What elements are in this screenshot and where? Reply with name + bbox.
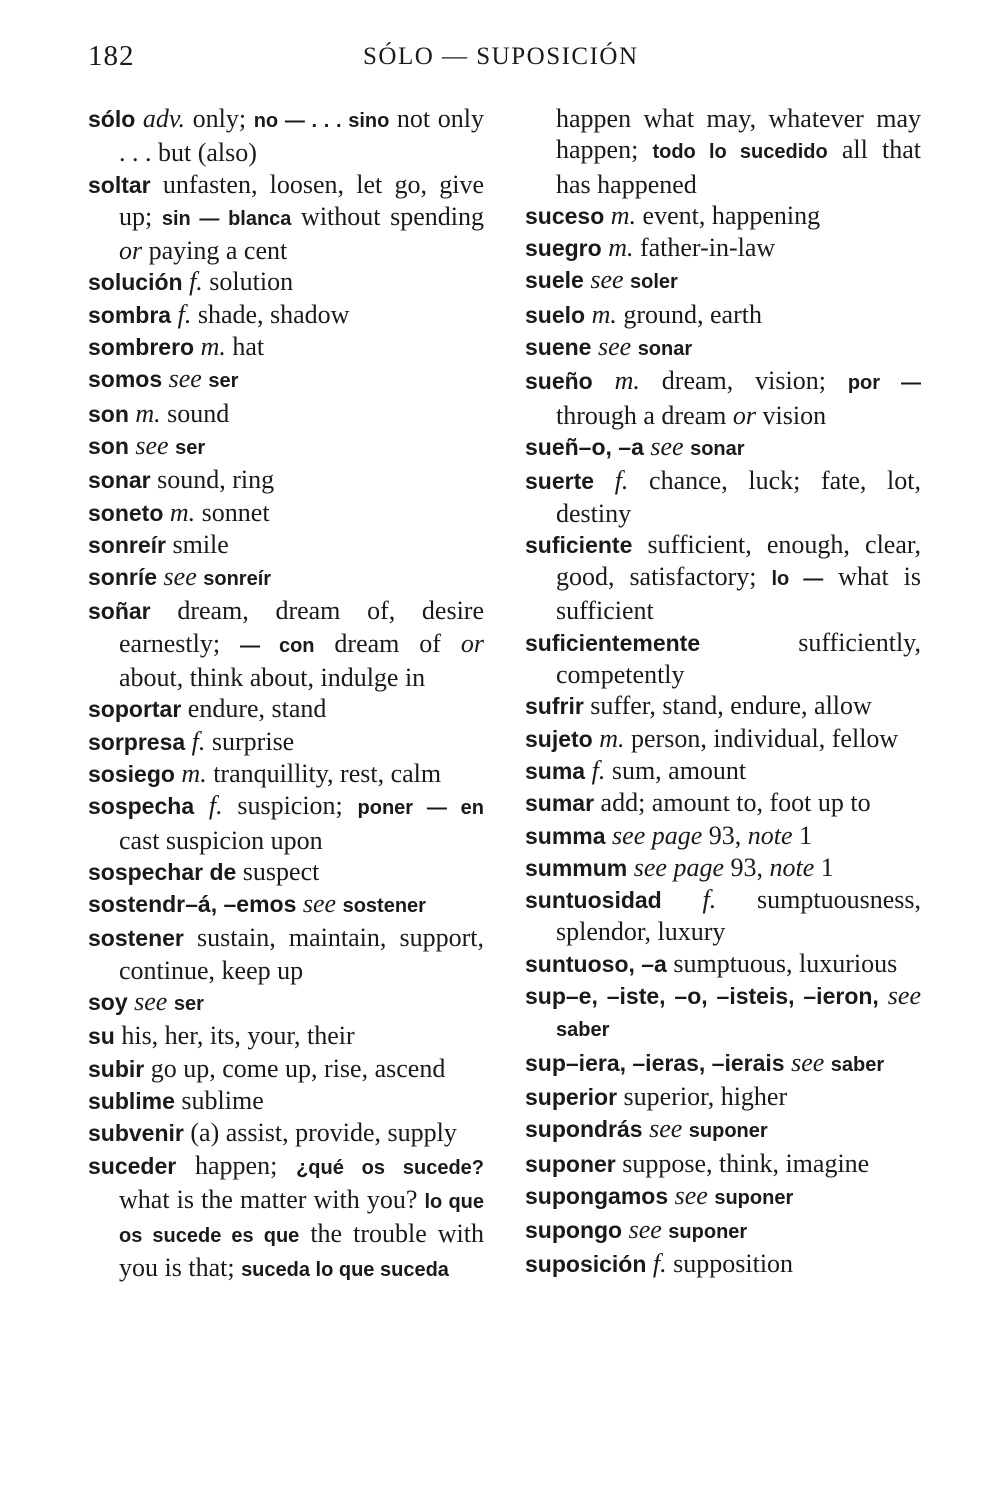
dictionary-entry bbox=[88, 1020, 484, 1052]
definition-text: solution bbox=[202, 267, 294, 297]
headword: sosiego bbox=[88, 760, 175, 787]
dictionary-entry bbox=[525, 852, 921, 884]
italic-note: or bbox=[119, 236, 143, 266]
headword: sup–e, –iste, –o, –isteis, –ieron, bbox=[525, 983, 879, 1010]
italic-note: m. bbox=[200, 332, 226, 362]
spanish-phrase: todo lo sucedido bbox=[652, 141, 828, 164]
headword: suerte bbox=[525, 468, 595, 495]
spanish-phrase: suponer bbox=[714, 1186, 794, 1209]
headword: suntuoso, –a bbox=[525, 950, 667, 977]
italic-note: f. bbox=[208, 791, 223, 821]
definition-text: 93, bbox=[702, 820, 748, 850]
definition-text: the trouble with you is that; bbox=[119, 1219, 484, 1283]
dictionary-entry bbox=[525, 787, 921, 819]
italic-note: see bbox=[163, 562, 197, 592]
spanish-phrase: — con bbox=[239, 634, 315, 657]
headword: sombrero bbox=[88, 334, 195, 361]
dictionary-entry bbox=[525, 200, 921, 232]
spanish-phrase: ¿qué os sucede? bbox=[296, 1156, 484, 1179]
definition-text: superior, higher bbox=[617, 1081, 788, 1111]
dictionary-entry bbox=[525, 884, 921, 948]
definition-text: endure, stand bbox=[181, 694, 327, 724]
dictionary-entry bbox=[88, 299, 484, 331]
spanish-phrase: suponer bbox=[668, 1221, 748, 1244]
definition-text: dream, dream of, desire earnestly; bbox=[119, 596, 484, 658]
dictionary-entry bbox=[88, 1053, 484, 1085]
dictionary-entry bbox=[525, 1214, 921, 1248]
spanish-phrase: ser bbox=[175, 436, 206, 459]
italic-note: see bbox=[135, 430, 169, 460]
definition-text: suffer, stand, endure, allow bbox=[583, 691, 872, 721]
definition-text: 93, bbox=[724, 852, 770, 882]
italic-note: f. bbox=[652, 1249, 667, 1279]
italic-note: m. bbox=[591, 299, 617, 329]
italic-note: see bbox=[134, 987, 168, 1017]
definition-text: not only . . . but (also) bbox=[119, 104, 484, 168]
dictionary-entry bbox=[88, 266, 484, 298]
spanish-phrase: poner — en bbox=[357, 797, 485, 820]
definition-text: ground, earth bbox=[616, 299, 762, 329]
dictionary-entry bbox=[88, 922, 484, 986]
definition-text: dream, vision; bbox=[639, 366, 848, 396]
definition-text: 1 bbox=[792, 820, 813, 850]
dictionary-entry bbox=[88, 693, 484, 725]
left-column bbox=[88, 103, 484, 1287]
headword: supongo bbox=[525, 1217, 623, 1244]
definition-text: surprise bbox=[205, 726, 295, 756]
definition-text: without spending bbox=[291, 201, 484, 231]
headword: suene bbox=[525, 334, 592, 361]
dictionary-entry bbox=[525, 690, 921, 722]
spanish-phrase: saber bbox=[830, 1053, 885, 1076]
dictionary-entry bbox=[88, 1085, 484, 1117]
headword: suelo bbox=[525, 301, 586, 328]
dictionary-entry bbox=[525, 232, 921, 264]
headword: sup–iera, –ieras, –ierais bbox=[525, 1049, 785, 1076]
definition-text: what is sufficient bbox=[556, 562, 921, 626]
dictionary-entry bbox=[525, 103, 921, 200]
definition-text: suspect bbox=[236, 856, 320, 886]
spanish-phrase: lo que os sucede es que bbox=[119, 1190, 484, 1248]
definition-text: about, think about, indulge in bbox=[119, 663, 426, 693]
page-number: 182 bbox=[88, 40, 135, 72]
italic-note: f. bbox=[189, 267, 203, 297]
dictionary-entry bbox=[88, 726, 484, 758]
headword: suposición bbox=[525, 1251, 647, 1278]
definition-text: tranquillity, rest, calm bbox=[206, 758, 442, 788]
headword: soñar bbox=[88, 598, 151, 625]
definition-text: his, her, its, your, their bbox=[114, 1021, 355, 1051]
italic-note: see bbox=[628, 1215, 662, 1245]
definition-text bbox=[594, 466, 615, 495]
definition-text: sustain, maintain, support, continue, keep up bbox=[119, 923, 484, 985]
definition-text bbox=[879, 981, 888, 1010]
spanish-phrase: ser bbox=[173, 993, 204, 1016]
headword: sujeto bbox=[525, 725, 593, 752]
definition-text: through a dream bbox=[556, 400, 733, 430]
italic-note: see bbox=[168, 364, 202, 394]
definition-text: only; bbox=[185, 104, 254, 133]
italic-note: see bbox=[649, 1114, 683, 1144]
headword: suntuosidad bbox=[525, 887, 662, 914]
dictionary-entry bbox=[88, 331, 484, 363]
headword: suegro bbox=[525, 235, 602, 262]
italic-note: f. bbox=[177, 299, 192, 329]
headword: sospechar de bbox=[88, 858, 237, 885]
definition-text: suspicion; bbox=[222, 791, 358, 821]
headword: supongamos bbox=[525, 1182, 669, 1209]
headword: sostendr–á, –emos bbox=[88, 891, 297, 918]
italic-note: note bbox=[769, 852, 815, 882]
dictionary-entry bbox=[525, 365, 921, 431]
headword: suma bbox=[525, 757, 586, 784]
headword: summa bbox=[525, 822, 606, 849]
definition-text: event, happening bbox=[636, 200, 821, 230]
headword: sumar bbox=[525, 790, 595, 817]
definition-text: sound, ring bbox=[150, 465, 275, 495]
dictionary-entry bbox=[88, 561, 484, 595]
headword: somos bbox=[88, 366, 163, 393]
italic-note: m. bbox=[610, 200, 637, 230]
dictionary-entry bbox=[525, 723, 921, 755]
definition-text: happen what may, whatever may happen; bbox=[556, 104, 921, 165]
dictionary-entry bbox=[525, 529, 921, 627]
headword: supondrás bbox=[525, 1116, 643, 1143]
italic-note: m. bbox=[135, 398, 161, 428]
spanish-phrase: soler bbox=[630, 271, 678, 294]
definition-text: person, individual, fellow bbox=[624, 723, 899, 753]
headword: son bbox=[88, 432, 129, 459]
headword: sueñ–o, –a bbox=[525, 433, 644, 460]
headword: subvenir bbox=[88, 1120, 184, 1147]
definition-text: sumptuousness, splendor, luxury bbox=[556, 885, 921, 947]
italic-note: see bbox=[597, 332, 632, 362]
dictionary-entry bbox=[525, 431, 921, 465]
headword: suele bbox=[525, 267, 584, 294]
headword: sólo bbox=[88, 106, 136, 132]
spanish-phrase: suceda lo que suceda bbox=[241, 1259, 449, 1282]
headword: soportar bbox=[88, 696, 182, 723]
dictionary-entry bbox=[525, 948, 921, 980]
definition-text: sonnet bbox=[195, 497, 270, 527]
dictionary-entry bbox=[88, 595, 484, 693]
dictionary-entry bbox=[88, 430, 484, 464]
italic-note: f. bbox=[614, 466, 629, 496]
dictionary-entry bbox=[88, 758, 484, 790]
spanish-phrase: no — . . . sino bbox=[253, 110, 390, 132]
dictionary-entry bbox=[525, 980, 921, 1047]
spanish-phrase: sonar bbox=[637, 338, 693, 361]
dictionary-entry bbox=[525, 299, 921, 331]
headword: suficiente bbox=[525, 531, 633, 558]
italic-note: m. bbox=[181, 758, 207, 788]
dictionary-entry bbox=[525, 1047, 921, 1081]
spanish-phrase: lo — bbox=[771, 568, 824, 591]
italic-note: f. bbox=[191, 726, 206, 756]
definition-text: (a) assist, provide, supply bbox=[183, 1118, 457, 1148]
italic-note: or bbox=[460, 628, 484, 658]
dictionary-entry bbox=[88, 1117, 484, 1149]
italic-note: f. bbox=[591, 755, 606, 785]
dictionary-entry bbox=[525, 627, 921, 691]
italic-note: see bbox=[791, 1047, 825, 1077]
dictionary-entry bbox=[525, 1081, 921, 1113]
italic-note: see page bbox=[633, 852, 724, 882]
definition-text: shade, shadow bbox=[191, 299, 350, 329]
definition-text: happen; bbox=[176, 1150, 297, 1180]
definition-text bbox=[662, 885, 703, 914]
definition-text: paying a cent bbox=[142, 236, 288, 266]
dictionary-entry bbox=[88, 1150, 484, 1287]
headword: sonreír bbox=[88, 531, 166, 558]
dictionary-entry bbox=[525, 1113, 921, 1147]
definition-text: sublime bbox=[174, 1085, 264, 1115]
definition-text: all that has happened bbox=[556, 135, 921, 199]
italic-note: see bbox=[674, 1180, 708, 1210]
dictionary-entry bbox=[88, 363, 484, 397]
definition-text: 1 bbox=[814, 852, 834, 882]
spanish-phrase: sostener bbox=[342, 895, 426, 918]
headword: superior bbox=[525, 1083, 618, 1110]
dictionary-entry bbox=[88, 888, 484, 922]
spanish-phrase: suponer bbox=[688, 1120, 768, 1143]
definition-text: suppose, think, imagine bbox=[615, 1148, 870, 1178]
right-column bbox=[525, 103, 921, 1281]
headword: solución bbox=[88, 269, 183, 296]
dictionary-entry bbox=[88, 169, 484, 267]
dictionary-entry bbox=[88, 529, 484, 561]
headword: sublime bbox=[88, 1087, 175, 1114]
headword: subir bbox=[88, 1055, 145, 1082]
spanish-phrase: por — bbox=[847, 372, 921, 395]
headword: soneto bbox=[88, 499, 164, 526]
spanish-phrase: saber bbox=[556, 1019, 610, 1042]
headword: su bbox=[88, 1023, 115, 1050]
dictionary-entry bbox=[525, 1248, 921, 1280]
headword: soy bbox=[88, 989, 128, 1016]
italic-note: see bbox=[302, 889, 337, 919]
headword: suponer bbox=[525, 1150, 616, 1177]
dictionary-entry bbox=[525, 264, 921, 298]
definition-text: dream of bbox=[314, 628, 461, 658]
definition-text: smile bbox=[165, 529, 229, 559]
headword: sufrir bbox=[525, 693, 584, 720]
italic-note: m. bbox=[614, 366, 640, 396]
dictionary-entry bbox=[525, 331, 921, 365]
headword: suceder bbox=[88, 1152, 177, 1179]
italic-note: see bbox=[887, 981, 921, 1011]
headword: sospecha bbox=[88, 793, 195, 820]
dictionary-entry bbox=[525, 465, 921, 529]
dictionary-entry bbox=[525, 1148, 921, 1180]
definition-text: father-in-law bbox=[633, 233, 776, 263]
italic-note: or bbox=[732, 400, 757, 430]
definition-text: add; amount to, foot up to bbox=[594, 788, 871, 818]
headword: sostener bbox=[88, 925, 184, 952]
headword: suficientemente bbox=[525, 629, 701, 656]
definition-text: sound bbox=[160, 398, 230, 428]
italic-note: m. bbox=[608, 233, 634, 263]
dictionary-entry bbox=[88, 856, 484, 888]
headword: sombra bbox=[88, 301, 172, 328]
headword: sueño bbox=[525, 368, 593, 395]
definition-text bbox=[593, 366, 615, 395]
dictionary-entry bbox=[525, 820, 921, 852]
spanish-phrase: sonreír bbox=[203, 568, 272, 591]
definition-text bbox=[135, 104, 143, 133]
italic-note: see bbox=[650, 431, 684, 461]
definition-text: cast suspicion upon bbox=[119, 825, 323, 855]
headword: summum bbox=[525, 854, 628, 881]
dictionary-entry bbox=[88, 986, 484, 1020]
headword: sorpresa bbox=[88, 728, 186, 755]
definition-text: hat bbox=[225, 332, 265, 362]
headword: suceso bbox=[525, 202, 605, 229]
definition-text: vision bbox=[756, 400, 827, 430]
definition-text: what is the matter with you? bbox=[119, 1184, 425, 1214]
dictionary-entry bbox=[88, 790, 484, 856]
dictionary-entry bbox=[525, 1180, 921, 1214]
italic-note: see page bbox=[612, 820, 703, 850]
definition-text: sum, amount bbox=[605, 755, 747, 785]
spanish-phrase: ser bbox=[208, 370, 239, 393]
italic-note: m. bbox=[169, 497, 196, 527]
dictionary-entry bbox=[88, 497, 484, 529]
definition-text: supposition bbox=[666, 1249, 794, 1279]
spanish-phrase: sin — blanca bbox=[161, 207, 292, 230]
definition-text: unfasten, loosen, let go, give up; bbox=[119, 169, 484, 231]
headword: sonríe bbox=[88, 564, 158, 591]
definition-text: sumptuous, luxurious bbox=[666, 948, 898, 978]
dictionary-entry bbox=[88, 464, 484, 496]
dictionary-entry bbox=[88, 103, 484, 169]
headword: son bbox=[88, 400, 129, 427]
italic-note: m. bbox=[599, 723, 625, 753]
italic-note: f. bbox=[702, 885, 717, 915]
running-head: SÓLO — SUPOSICIÓN bbox=[363, 43, 639, 70]
headword: sonar bbox=[88, 467, 151, 494]
definition-text: sufficiently, competently bbox=[556, 627, 921, 690]
italic-note: adv. bbox=[142, 104, 186, 133]
definition-text: sufficient, enough, clear, good, satisfactory; bbox=[556, 529, 921, 592]
spanish-phrase: sonar bbox=[690, 437, 745, 460]
definition-text: go up, come up, rise, ascend bbox=[144, 1053, 446, 1083]
dictionary-entry bbox=[525, 755, 921, 787]
definition-text: chance, luck; fate, lot, destiny bbox=[556, 466, 922, 528]
definition-text bbox=[194, 791, 209, 820]
headword: soltar bbox=[88, 171, 151, 198]
italic-note: note bbox=[747, 820, 793, 850]
italic-note: see bbox=[590, 265, 624, 295]
dictionary-entry bbox=[88, 398, 484, 430]
